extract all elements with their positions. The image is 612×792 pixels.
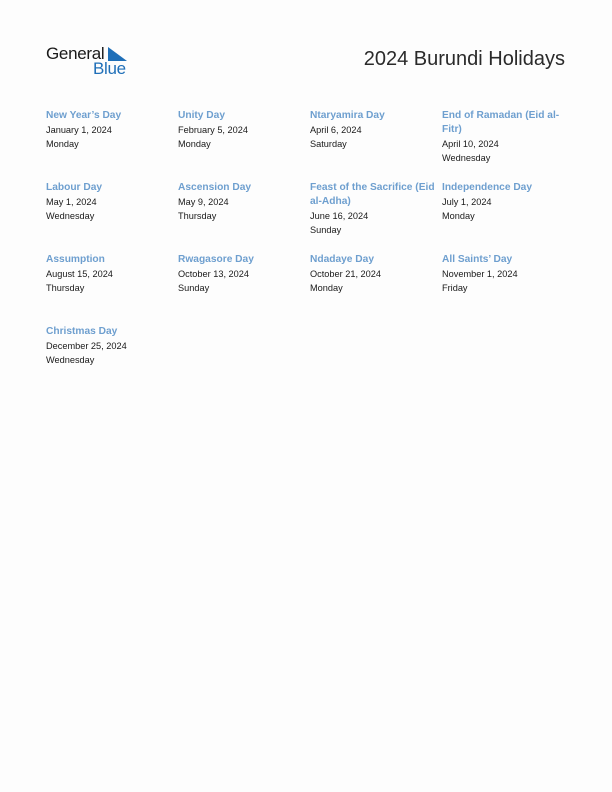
holiday-item <box>46 181 178 245</box>
holiday-name: Independence Day <box>442 182 533 193</box>
holiday-weekday: Monday <box>178 139 211 149</box>
holiday-name: Assumption <box>46 254 105 265</box>
holiday-date: August 15, 2024 <box>46 269 113 279</box>
holiday-weekday: Monday <box>310 283 343 293</box>
holiday-weekday: Saturday <box>310 139 347 149</box>
holiday-date: December 25, 2024 <box>46 341 127 351</box>
holiday-date: January 1, 2024 <box>46 125 112 135</box>
holiday-name: Ntaryamira Day <box>310 110 385 121</box>
holiday-name: New Year’s Day <box>46 110 122 121</box>
holiday-weekday: Sunday <box>310 225 342 235</box>
holiday-date: June 16, 2024 <box>310 211 369 221</box>
holiday-weekday: Sunday <box>178 283 210 293</box>
holiday-name: Labour Day <box>46 182 103 193</box>
holiday-item <box>442 109 576 173</box>
holiday-weekday: Monday <box>46 139 79 149</box>
holiday-name: Rwagasore Day <box>178 254 254 265</box>
holiday-weekday: Wednesday <box>46 211 95 221</box>
holiday-item <box>46 325 178 389</box>
holiday-weekday: Thursday <box>178 211 217 221</box>
holiday-name: All Saints’ Day <box>442 254 513 265</box>
holiday-name: Feast of the Sacrifice (Eid al-Adha) <box>310 182 435 207</box>
holiday-date: May 1, 2024 <box>46 197 97 207</box>
logo-text-blue: Blue <box>93 59 126 78</box>
page-title: 2024 Burundi Holidays <box>363 48 565 70</box>
holiday-item <box>442 253 576 317</box>
holiday-date: February 5, 2024 <box>178 125 248 135</box>
holiday-item <box>178 181 310 245</box>
holiday-item <box>46 109 178 173</box>
holiday-item <box>178 253 310 317</box>
holiday-date: April 6, 2024 <box>310 125 362 135</box>
holiday-item <box>310 253 442 317</box>
holiday-weekday: Monday <box>442 211 475 221</box>
holiday-date: October 21, 2024 <box>310 269 381 279</box>
generalblue-logo <box>46 44 136 80</box>
holiday-name: Christmas Day <box>46 326 118 337</box>
holiday-weekday: Wednesday <box>442 153 491 163</box>
holiday-item <box>46 253 178 317</box>
holiday-weekday: Wednesday <box>46 355 95 365</box>
holiday-name: End of Ramadan (Eid al-Fitr) <box>442 110 560 135</box>
holiday-item <box>442 181 576 245</box>
holiday-date: October 13, 2024 <box>178 269 249 279</box>
holiday-date: April 10, 2024 <box>442 139 499 149</box>
holiday-weekday: Friday <box>442 283 468 293</box>
holiday-name: Ascension Day <box>178 182 252 193</box>
holiday-name: Ndadaye Day <box>310 254 374 265</box>
logo-text-general: General <box>46 44 105 63</box>
holiday-name: Unity Day <box>178 110 225 121</box>
holiday-date: July 1, 2024 <box>442 197 492 207</box>
holiday-weekday: Thursday <box>46 283 85 293</box>
holiday-item <box>310 109 442 173</box>
holiday-item <box>178 109 310 173</box>
holiday-item <box>310 181 442 245</box>
holiday-grid <box>46 109 576 389</box>
holiday-date: November 1, 2024 <box>442 269 518 279</box>
holiday-date: May 9, 2024 <box>178 197 229 207</box>
